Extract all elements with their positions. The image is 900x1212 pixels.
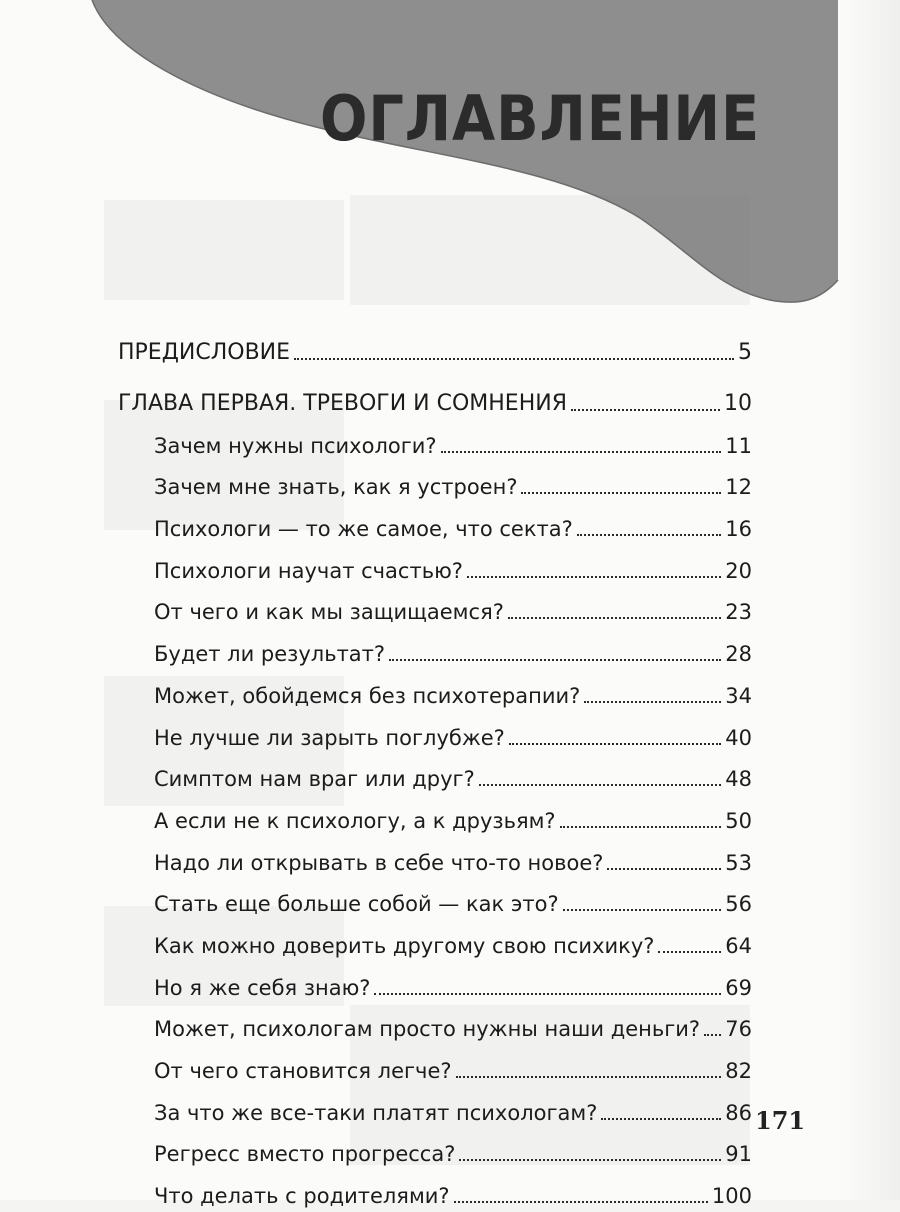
toc-entry-page: 91 (725, 1142, 752, 1167)
toc-entry-page: 12 (725, 475, 752, 500)
toc-entry-title: За что же все-таки платят психологам? (154, 1100, 598, 1125)
toc-chapter-entry (118, 318, 752, 369)
toc-entry-title: Что делать с родителями? (154, 1184, 450, 1209)
toc-entry-title: Зачем мне знать, как я устроен? (154, 475, 518, 500)
toc-entry-title: Будет ли результат? (154, 642, 386, 667)
toc-leader-dots (467, 576, 721, 578)
toc-entry-page: 40 (725, 725, 752, 750)
toc-section-entry (118, 670, 752, 712)
toc-leader-dots (571, 409, 720, 411)
toc-entry-title: ГЛАВА ПЕРВАЯ. ТРЕВОГИ И СОМНЕНИЯ (118, 391, 567, 416)
toc-section-entry (118, 1129, 752, 1171)
toc-entry-page: 20 (725, 558, 752, 583)
toc-chapter-entry (118, 369, 752, 420)
toc-entry-page: 64 (725, 933, 752, 958)
toc-entry-page: 100 (711, 1184, 752, 1209)
toc-section-entry (118, 837, 752, 879)
toc-entry-title: Зачем нужны психологи? (154, 433, 437, 458)
toc-entry-title: А если не к психологу, а к друзьям? (154, 808, 556, 833)
toc-entry-page: 5 (738, 340, 752, 365)
toc-leader-dots (374, 993, 721, 995)
toc-section-entry (118, 503, 752, 545)
toc-leader-dots (508, 617, 721, 619)
toc-leader-dots (456, 1076, 722, 1078)
toc-entry-title: Стать еще больше собой — как это? (154, 892, 559, 917)
toc-leader-dots (521, 492, 721, 494)
toc-leader-dots (454, 1201, 708, 1203)
toc-section-entry (118, 754, 752, 796)
toc-entry-title: Симптом нам враг или друг? (154, 767, 475, 792)
toc-section-entry (118, 545, 752, 587)
toc-section-entry (118, 462, 752, 504)
toc-entry-title: Может, обойдемся без психотерапии? (154, 683, 581, 708)
toc-leader-dots (658, 951, 721, 953)
toc-entry-title: Не лучше ли зарыть поглубже? (154, 725, 505, 750)
toc-section-entry (118, 712, 752, 754)
toc-entry-title: От чего становится легче? (154, 1059, 452, 1083)
toc-leader-dots (560, 826, 722, 828)
header-wave-shape (0, 0, 900, 360)
toc-leader-dots (459, 1159, 721, 1161)
toc-section-entry (118, 1045, 752, 1087)
toc-entry-page: 11 (725, 433, 752, 458)
toc-entry-title: ПРЕДИСЛОВИЕ (118, 340, 291, 365)
toc-entry-page: 56 (725, 892, 752, 917)
toc-section-entry (118, 587, 752, 629)
toc-entry-title: Надо ли открывать в себе что-то новое? (154, 850, 604, 875)
toc-entry-page: 34 (725, 683, 752, 708)
toc-leader-dots (441, 451, 722, 453)
page-title: ОГЛАВЛЕНИЕ (320, 82, 761, 155)
toc-section-entry (118, 962, 752, 1004)
toc-entry-title: Психологи — то же самое, что секта? (154, 517, 573, 542)
show-through-block (350, 195, 750, 305)
toc-entry-page: 53 (725, 850, 752, 875)
toc-entry-title: Как можно доверить другому свою психику? (154, 933, 655, 958)
toc-leader-dots (479, 784, 722, 786)
toc-section-entry (118, 879, 752, 921)
toc-leader-dots (704, 1034, 721, 1036)
toc-section-entry (118, 795, 752, 837)
toc-leader-dots (389, 659, 721, 661)
toc-section-entry (118, 1004, 752, 1046)
page-number: 171 (755, 1106, 806, 1135)
toc-entry-page: 69 (725, 975, 752, 1000)
toc-leader-dots (294, 358, 734, 360)
toc-leader-dots (607, 868, 721, 870)
toc-leader-dots (601, 1118, 721, 1120)
toc-entry-title: Может, психологам просто нужны наши деньги? (154, 1017, 701, 1042)
table-of-contents (118, 318, 752, 1212)
show-through-block (104, 200, 344, 300)
toc-section-entry (118, 1087, 752, 1129)
toc-entry-page: 16 (725, 517, 752, 542)
toc-entry-title: Но я же себя знаю? (154, 975, 371, 1000)
toc-entry-page: 23 (725, 600, 752, 625)
toc-leader-dots (577, 534, 721, 536)
toc-section-entry (118, 1170, 752, 1212)
toc-entry-page: 82 (725, 1059, 752, 1083)
toc-leader-dots (563, 909, 722, 911)
toc-entry-page: 48 (725, 767, 752, 792)
toc-entry-page: 28 (725, 642, 752, 667)
toc-entry-title: От чего и как мы защищаемся? (154, 600, 504, 625)
toc-section-entry (118, 420, 752, 462)
toc-section-entry (118, 628, 752, 670)
toc-entry-page: 76 (725, 1017, 752, 1042)
toc-leader-dots (509, 743, 721, 745)
toc-entry-page: 10 (724, 391, 752, 416)
toc-entry-title: Регресс вместо прогресса? (154, 1142, 456, 1167)
toc-leader-dots (584, 701, 721, 703)
toc-entry-title: Психологи научат счастью? (154, 558, 463, 583)
toc-entry-page: 50 (725, 808, 752, 833)
toc-section-entry (118, 920, 752, 962)
toc-entry-page: 86 (725, 1100, 752, 1125)
